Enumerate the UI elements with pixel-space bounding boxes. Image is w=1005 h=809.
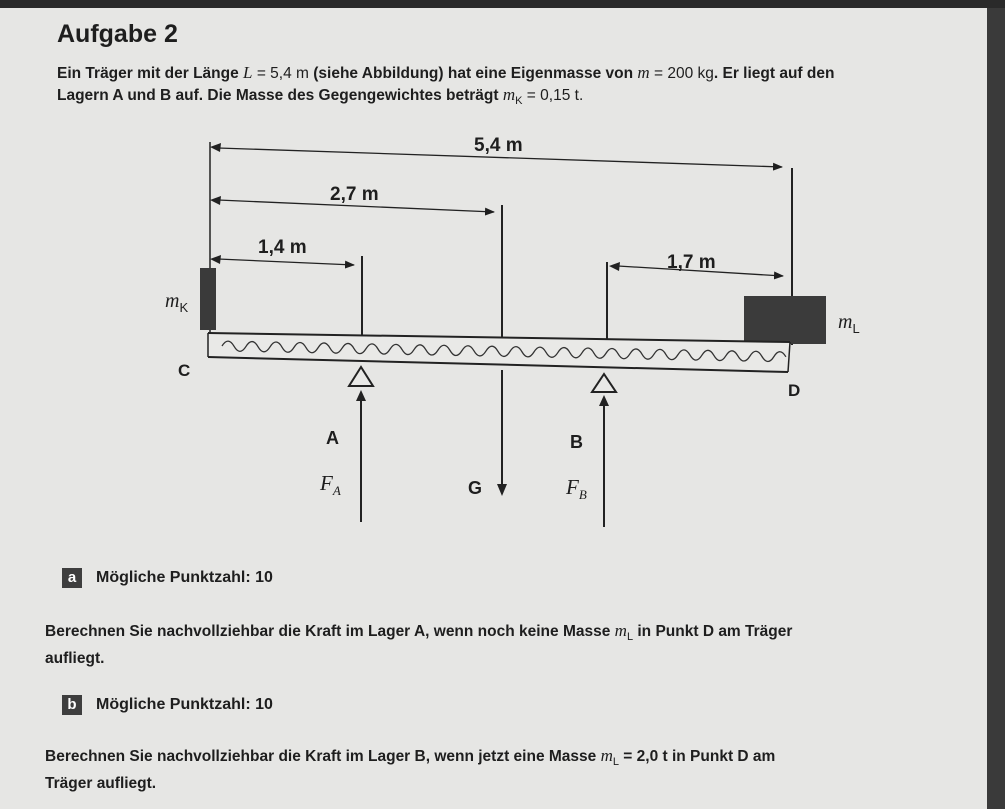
page-title: Aufgabe 2: [57, 20, 178, 48]
fb-label: $F_B$: [566, 475, 587, 502]
point-a-label: A: [326, 428, 339, 448]
beam: [208, 333, 790, 372]
mk-label: $m_K$: [165, 290, 189, 315]
point-d-label: D: [788, 381, 801, 400]
ml-label: $m_L$: [838, 311, 860, 336]
task-b-text: Berechnen Sie nachvollziehbar die Kraft im Lager B, wenn jetzt eine Masse $m_L = 2,0$ t in Punkt D am Träger aufliegt.: [45, 746, 776, 793]
support-b: [592, 374, 616, 527]
counterweight-block: [200, 268, 216, 330]
task-a-text: Berechnen Sie nachvollziehbar die Kraft im Lager A, wenn noch keine Masse $m_L$ in Punkt D am Träger aufliegt.: [45, 621, 793, 668]
task-a-header: [62, 568, 273, 588]
task-b-points: Mögliche Punktzahl: 10: [96, 696, 273, 713]
task-a-points: Mögliche Punktzahl: 10: [96, 569, 273, 586]
weight-force-g: [497, 370, 507, 496]
task-b-badge: b: [62, 695, 82, 715]
dim-a: [210, 237, 362, 340]
point-c-label: C: [178, 361, 191, 380]
fa-label: $F_A$: [320, 471, 341, 498]
dim-half-label: 2,7 m: [330, 184, 379, 205]
point-b-label: B: [570, 432, 583, 452]
load-block: [744, 296, 826, 344]
dim-a-label: 1,4 m: [258, 237, 307, 258]
dim-total-label: 5,4 m: [474, 135, 523, 156]
task-b-header: [62, 695, 273, 715]
right-edge: [987, 8, 1005, 809]
dim-d-label: 1,7 m: [667, 252, 716, 273]
task-a-badge: a: [62, 568, 82, 588]
g-label: G: [468, 478, 483, 498]
intro-text: Ein Träger mit der Länge L = 5,4 m (siehe Abbildung) hat eine Eigenmasse von m = 200 kg. Er liegt auf den Lagern A und B auf. Die Masse des Gegengewichtes beträgt $m_K = 0,15$ t.: [57, 63, 835, 108]
dim-half: [210, 184, 502, 340]
support-a: [349, 367, 373, 522]
